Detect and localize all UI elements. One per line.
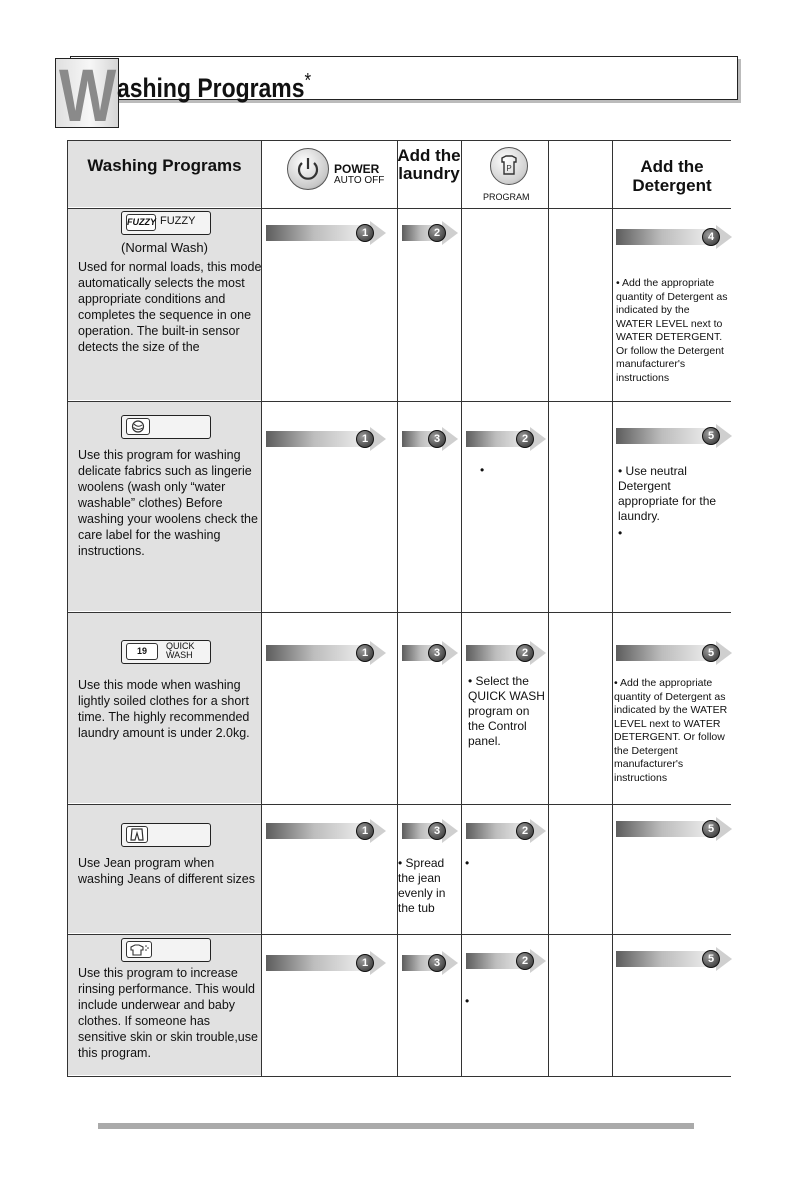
row-divider: [67, 208, 731, 209]
jean-laundry-note: • Spread the jean evenly in the tub: [398, 856, 446, 915]
title-initial-box: [55, 54, 119, 137]
svg-text:P: P: [506, 164, 512, 173]
step-arrow: [616, 947, 732, 971]
step-arrow: [616, 225, 732, 249]
step-arrow: [466, 949, 546, 973]
rinse-icon: [126, 941, 152, 958]
column-rule: [397, 140, 398, 1076]
wool-detergent-note: • Use neutral Detergent appropriate for the laundry.: [618, 464, 717, 523]
title-mark: *: [304, 70, 312, 92]
quick-wash-description: Use this mode when washing lightly soiled clothes for a short time. The highly recommended laundry amount is under 2.0kg.: [78, 678, 250, 740]
jean-icon: [126, 826, 148, 843]
wool-icon: [126, 418, 150, 435]
step-number: 1: [356, 954, 374, 972]
step-arrow: [466, 641, 546, 665]
quick-wash-icon: 19: [126, 643, 158, 660]
step-number: 4: [702, 228, 720, 246]
header-add-laundry: Add the laundry: [397, 146, 461, 183]
column-rule: [461, 140, 462, 1076]
jean-description: Use Jean program when washing Jeans of different sizes: [78, 856, 255, 886]
shirt-p-icon: [491, 148, 527, 184]
row-divider: [67, 804, 731, 805]
table-bottom-rule: [67, 1076, 731, 1077]
step-number: 3: [428, 954, 446, 972]
yarn-ball-icon: [127, 419, 149, 434]
step-number: 1: [356, 430, 374, 448]
rinse-program-icon: [121, 938, 211, 962]
step-number: 2: [516, 822, 534, 840]
step-arrow: [266, 951, 386, 975]
step-number: 5: [702, 950, 720, 968]
step-number: 3: [428, 430, 446, 448]
step-arrow: [616, 817, 732, 841]
step-number: 5: [702, 820, 720, 838]
column-rule: [612, 140, 613, 1076]
step-number: 3: [428, 644, 446, 662]
page-title: [117, 70, 311, 104]
step-number: 1: [356, 822, 374, 840]
header-programs: Washing Programs: [87, 156, 242, 175]
jean-program-note: •: [465, 856, 470, 870]
footer-rule: [98, 1123, 694, 1129]
fuzzy-program-icon: [121, 211, 211, 235]
row-divider: [67, 934, 731, 935]
fuzzy-label: FUZZY: [160, 215, 196, 227]
column-rule: [67, 140, 68, 1076]
quick-wash-program-note: • Select the QUICK WASH program on the Control panel.: [468, 674, 545, 748]
jeans-icon: [127, 827, 147, 842]
step-arrow: [266, 427, 386, 451]
step-arrow: [402, 951, 458, 975]
step-number: 2: [516, 430, 534, 448]
title-text: ashing Programs: [117, 73, 305, 103]
rinse-description: Use this program to increase rinsing performance. This would include underwear and baby clothes. If someone has sensitive skin or skin trouble,use this program.: [78, 966, 258, 1060]
header-add-detergent: Add the Detergent: [632, 157, 712, 195]
step-number: 2: [516, 644, 534, 662]
quick-wash-detergent-note: • Add the appropriate quantity of Detergent as indicated by the WATER LEVEL next to WATER DETERGENT. Or follow the Detergent manufacturer's instructions: [614, 677, 728, 784]
fuzzy-icon: FUZZY: [126, 214, 156, 231]
step-arrow: [402, 819, 458, 843]
step-number: 2: [428, 224, 446, 242]
step-number: 5: [702, 644, 720, 662]
power-button-icon: [287, 148, 329, 190]
power-symbol-icon: [288, 149, 328, 189]
step-arrow: [266, 641, 386, 665]
row-divider: [67, 612, 731, 613]
step-arrow: [466, 427, 546, 451]
quick-wash-label: QUICK WASH: [166, 641, 195, 660]
step-arrow: [266, 221, 386, 245]
step-arrow: [402, 221, 458, 245]
fuzzy-description: Used for normal loads, this mode automatically selects the most appropriate conditions and completes the sequence in one operation. The built-in sensor detects the size of the: [78, 260, 262, 354]
fuzzy-detergent-note: • Add the appropriate quantity of Detergent as indicated by the WATER LEVEL next to WATER DETERGENT. Or follow the Detergent manufacturer's instructions: [616, 277, 728, 384]
step-number: 2: [516, 952, 534, 970]
table-top-rule: [67, 140, 731, 141]
step-arrow: [402, 427, 458, 451]
program-label: PROGRAM: [483, 192, 530, 202]
shirt-spray-icon: [127, 942, 151, 957]
wool-program-note: •: [480, 463, 485, 477]
wool-description: Use this program for washing delicate fabrics such as lingerie woolens (wash only “water washable” clothes) Before washing your woolens check the care label for the washing instructions.: [78, 448, 258, 558]
step-arrow: [616, 641, 732, 665]
step-arrow: [616, 424, 732, 448]
step-arrow: [402, 641, 458, 665]
jean-program-icon: [121, 823, 211, 847]
step-arrow: [466, 819, 546, 843]
quick-wash-program-icon: [121, 640, 211, 664]
fuzzy-subtitle: (Normal Wash): [121, 240, 208, 255]
row-divider: [67, 401, 731, 402]
wool-detergent-note-2: •: [618, 526, 623, 540]
program-button-icon: [490, 147, 528, 185]
step-number: 1: [356, 224, 374, 242]
step-arrow: [266, 819, 386, 843]
power-sublabel: AUTO OFF: [334, 175, 385, 186]
power-label: POWER: [334, 162, 380, 176]
rinse-program-note: •: [465, 994, 470, 1008]
step-number: 1: [356, 644, 374, 662]
wool-program-icon: [121, 415, 211, 439]
title-initial: W: [59, 54, 115, 137]
column-rule: [548, 140, 549, 1076]
step-number: 3: [428, 822, 446, 840]
step-number: 5: [702, 427, 720, 445]
